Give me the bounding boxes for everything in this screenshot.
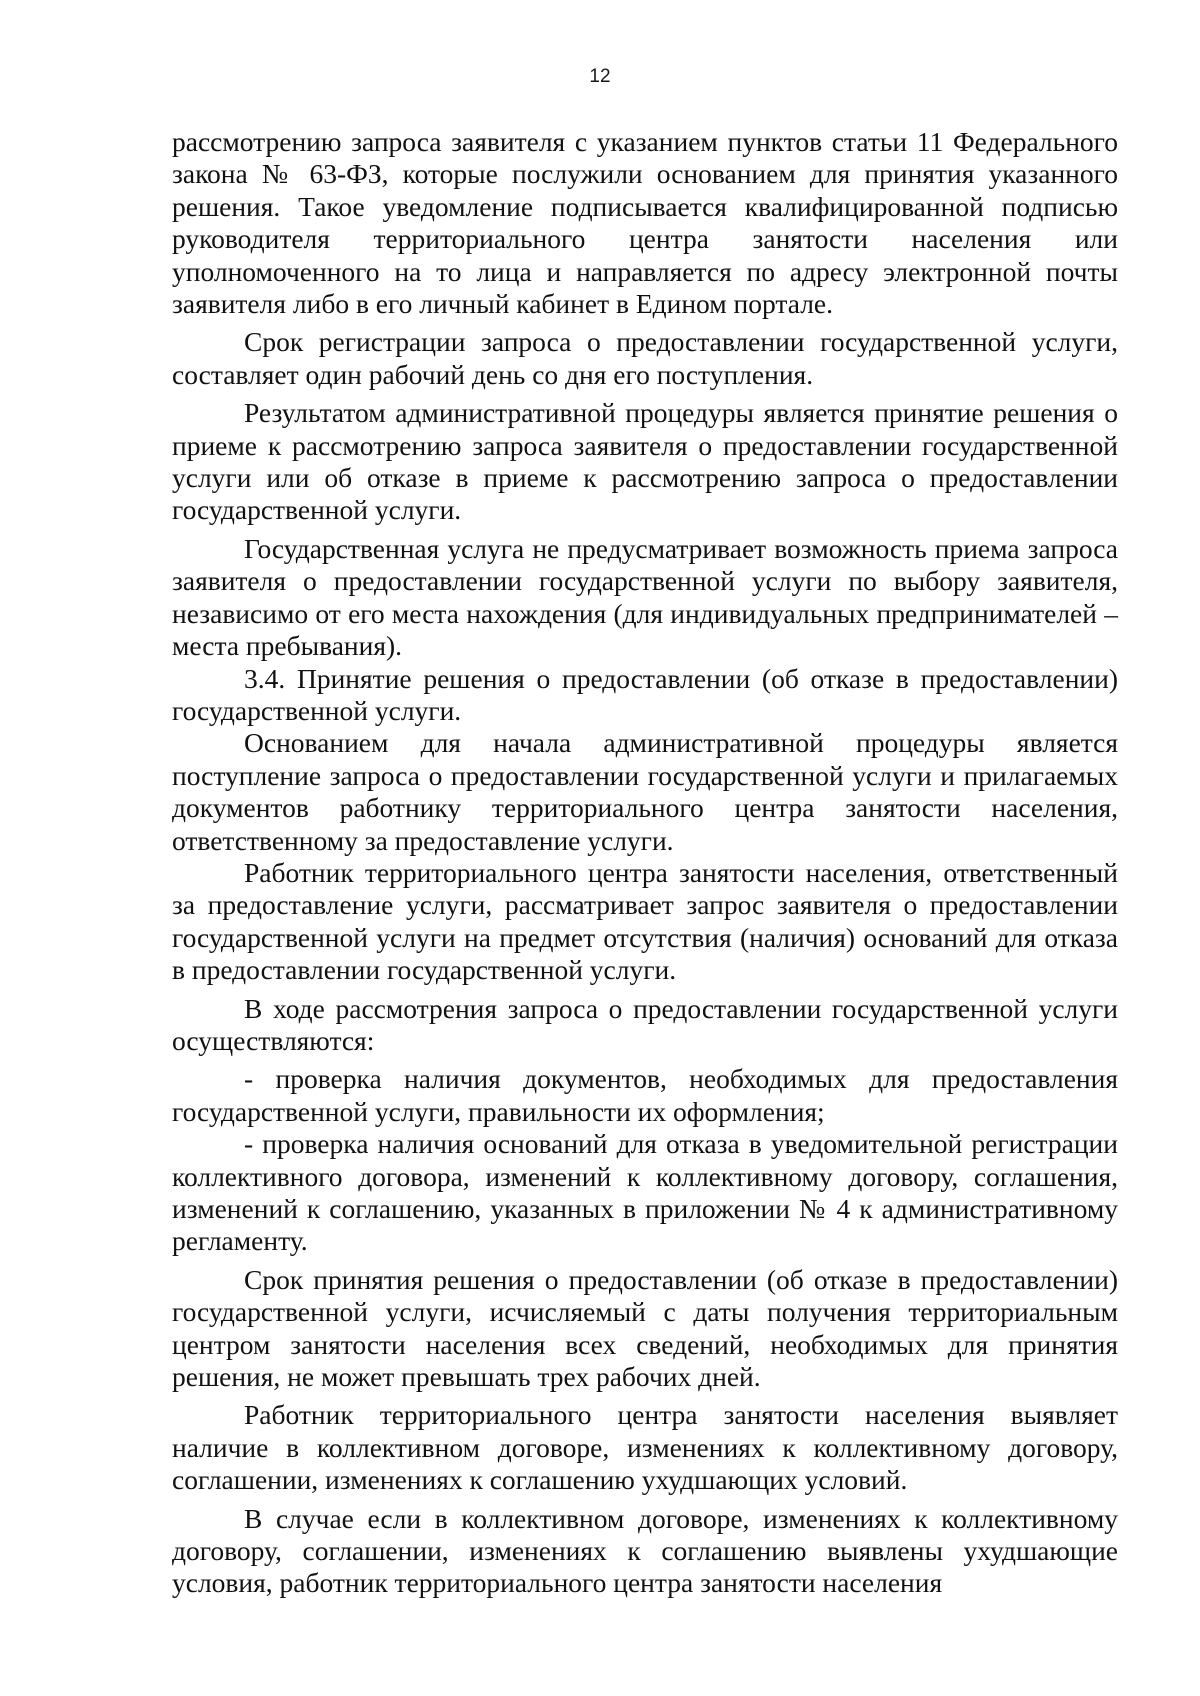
section-heading: 3.4. Принятие решения о предоставлении (об отказе в предоставлении) государственной услуги. (172, 662, 1118, 726)
paragraph: Работник территориального центра занятости населения выявляет наличие в коллективном договоре, изменениях к коллективному договору, соглашении, изменениях к соглашению ухудшающих условий. (172, 1399, 1118, 1496)
list-item: - проверка наличия документов, необходимых для предоставления государственной услуги, правильности их оформления; (172, 1063, 1118, 1127)
paragraph: Государственная услуга не предусматривает возможность приема запроса заявителя о предоставлении государственной услуги по выбору заявителя, независимо от его места нахождения (для индивидуальных предпринимателей – места пребывания). (172, 532, 1118, 662)
paragraph: Срок регистрации запроса о предоставлении государственной услуги, составляет один рабочий день со дня его поступления. (172, 326, 1118, 390)
paragraph: Основанием для начала административной процедуры является поступление запроса о предоставлении государственной услуги и прилагаемых документов работнику территориального центра занятости населения, ответственному за предоставление услуги. (172, 727, 1118, 856)
document-body (172, 126, 1118, 1600)
paragraph: рассмотрению запроса заявителя с указанием пунктов статьи 11 Федерального закона № 63-ФЗ, которые послужили основанием для принятия указанного решения. Такое уведомление подписывается квалифицированной подписью руководителя территориального центра занятости населения или уполномоченного на то лица и направляется по адресу электронной почты заявителя либо в его личный кабинет в Едином портале. (172, 126, 1118, 320)
paragraph: Работник территориального центра занятости населения, ответственный за предоставление услуги, рассматривает запрос заявителя о предоставлении государственной услуги на предмет отсутствия (наличия) оснований для отказа в предоставлении государственной услуги. (172, 856, 1118, 986)
paragraph: Результатом административной процедуры является принятие решения о приеме к рассмотрению запроса заявителя о предоставлении государственной услуги или об отказе в приеме к рассмотрению запроса о предоставлении государственной услуги. (172, 397, 1118, 526)
paragraph: В случае если в коллективном договоре, изменениях к коллективному договору, соглашении, изменениях к соглашению выявлены ухудшающие условия, работник территориального центра занятости населения (172, 1502, 1118, 1599)
page-number: 12 (589, 66, 611, 87)
paragraph: В ходе рассмотрения запроса о предоставлении государственной услуги осуществляются: (172, 992, 1118, 1056)
list-item: - проверка наличия оснований для отказа в уведомительной регистрации коллективного договора, изменений к коллективному договору, соглашения, изменений к соглашению, указанных в приложении № 4 к административному регламенту. (172, 1128, 1118, 1257)
paragraph: Срок принятия решения о предоставлении (об отказе в предоставлении) государственной услуги, исчисляемый с даты получения территориальным центром занятости населения всех сведений, необходимых для принятия решения, не может превышать трех рабочих дней. (172, 1263, 1118, 1393)
